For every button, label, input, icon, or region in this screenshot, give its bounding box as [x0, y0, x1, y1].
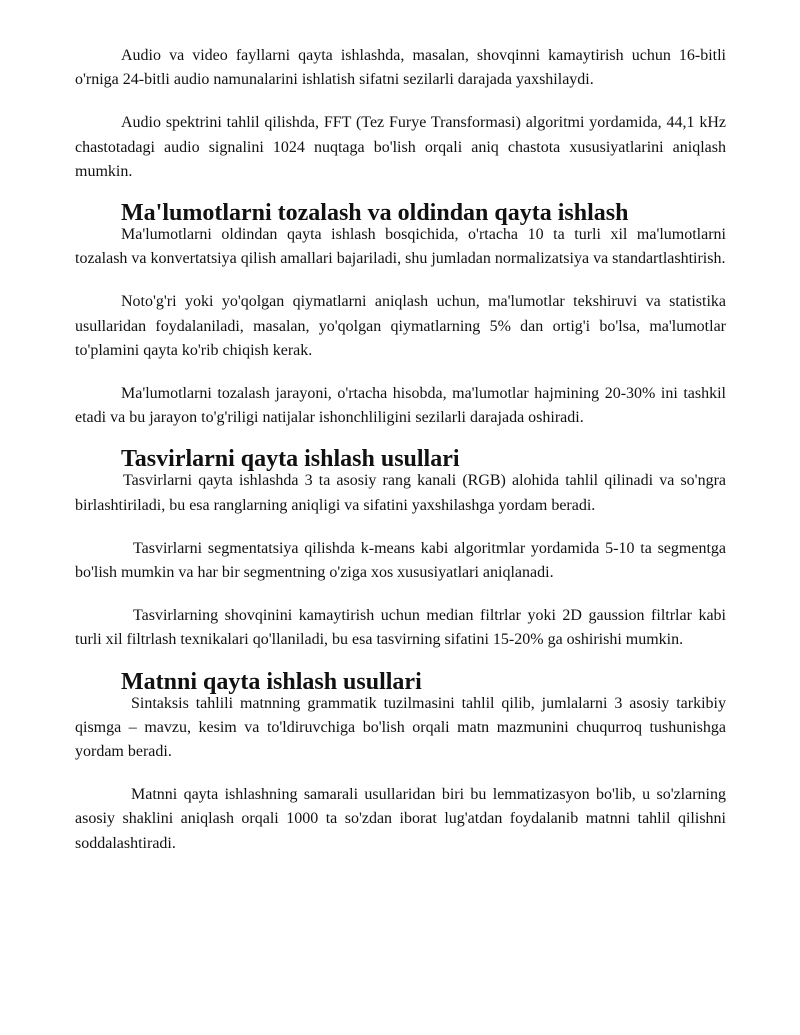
paragraph-segmentation: Tasvirlarni segmentatsiya qilishda k-means kabi algoritmlar yordamida 5-10 ta segmentga bo'lish mumkin va har bir segmentning o'ziga xos xususiyatlari aniqlanadi.	[75, 539, 726, 582]
paragraph-missing-values: Noto'g'ri yoki yo'qolgan qiymatlarni aniqlash uchun, ma'lumotlar tekshiruvi va statistika usullaridan foydalaniladi, masalan, yo'qolgan qiymatlarning 5% dan ortig'i bo'lsa, ma'lumotlar to'plamini qayta ko'rib chiqish kerak.	[75, 293, 726, 359]
heading-data-cleaning: Ma'lumotlarni tozalash va oldindan qayta ishlash	[121, 200, 629, 227]
paragraph-audio-bit-depth: Audio va video fayllarni qayta ishlashda, masalan, shovqinni kamaytirish uchun 16-bitli o'rniga 24-bitli audio namunalarini ishlatish sifatni sezilarli darajada yaxshilaydi.	[75, 47, 726, 89]
paragraph-syntax-analysis: Sintaksis tahlili matnning grammatik tuzilmasini tahlil qilib, jumlalarni 3 asosiy tarkibiy qismga – mavzu, kesim va to'ldiruvchiga bo'lish orqali matn mazmunini chuqurroq tushunishga yordam beradi.	[75, 694, 726, 761]
paragraph-audio-fft: Audio spektrini tahlil qilishda, FFT (Tez Furye Transformasi) algoritmi yordamida, 44,1 kHz chastotadagi audio signalini 1024 nuqtaga bo'lish orqali aniq chastota xususiyatlarini aniqlash mumkin.	[75, 114, 726, 180]
paragraph-cleaning-share: Ma'lumotlarni tozalash jarayoni, o'rtacha hisobda, ma'lumotlar hajmining 20-30% ini tashkil etadi va bu jarayon to'g'riligi natijalar ishonchliligini sezilarli darajada oshiradi.	[75, 385, 726, 427]
paragraph-noise-filters: Tasvirlarning shovqinini kamaytirish uchun median filtrlar yoki 2D gaussion filtrlar kabi turli xil filtrlash texnikalari qo'llaniladi, bu esa tasvirning sifatini 15-20% ga oshirishi mumkin.	[75, 607, 726, 649]
heading-image-processing: Tasvirlarni qayta ishlash usullari	[121, 446, 460, 473]
heading-text-processing: Matnni qayta ishlash usullari	[121, 668, 422, 695]
paragraph-lemmatization: Matnni qayta ishlashning samarali usullaridan biri bu lemmatizasyon bo'lib, u so'zlarning asosiy shaklini aniqlash orqali 1000 ta so'zdan iborat lug'atdan foydalanib matnni tahlil qilishni soddalashtiradi.	[75, 786, 726, 852]
paragraph-rgb-channels: Tasvirlarni qayta ishlashda 3 ta asosiy rang kanali (RGB) alohida tahlil qilinadi va so'ngra birlashtiriladi, bu esa ranglarning aniqligi va sifatini yaxshilashga yordam beradi.	[75, 472, 726, 514]
paragraph-cleaning-steps: Ma'lumotlarni oldindan qayta ishlash bosqichida, o'rtacha 10 ta turli xil ma'lumotlarni tozalash va konvertatsiya qilish amallari bajariladi, shu jumladan normalizatsiya va standartlashtirish.	[75, 226, 726, 268]
document-page	[75, 44, 726, 856]
